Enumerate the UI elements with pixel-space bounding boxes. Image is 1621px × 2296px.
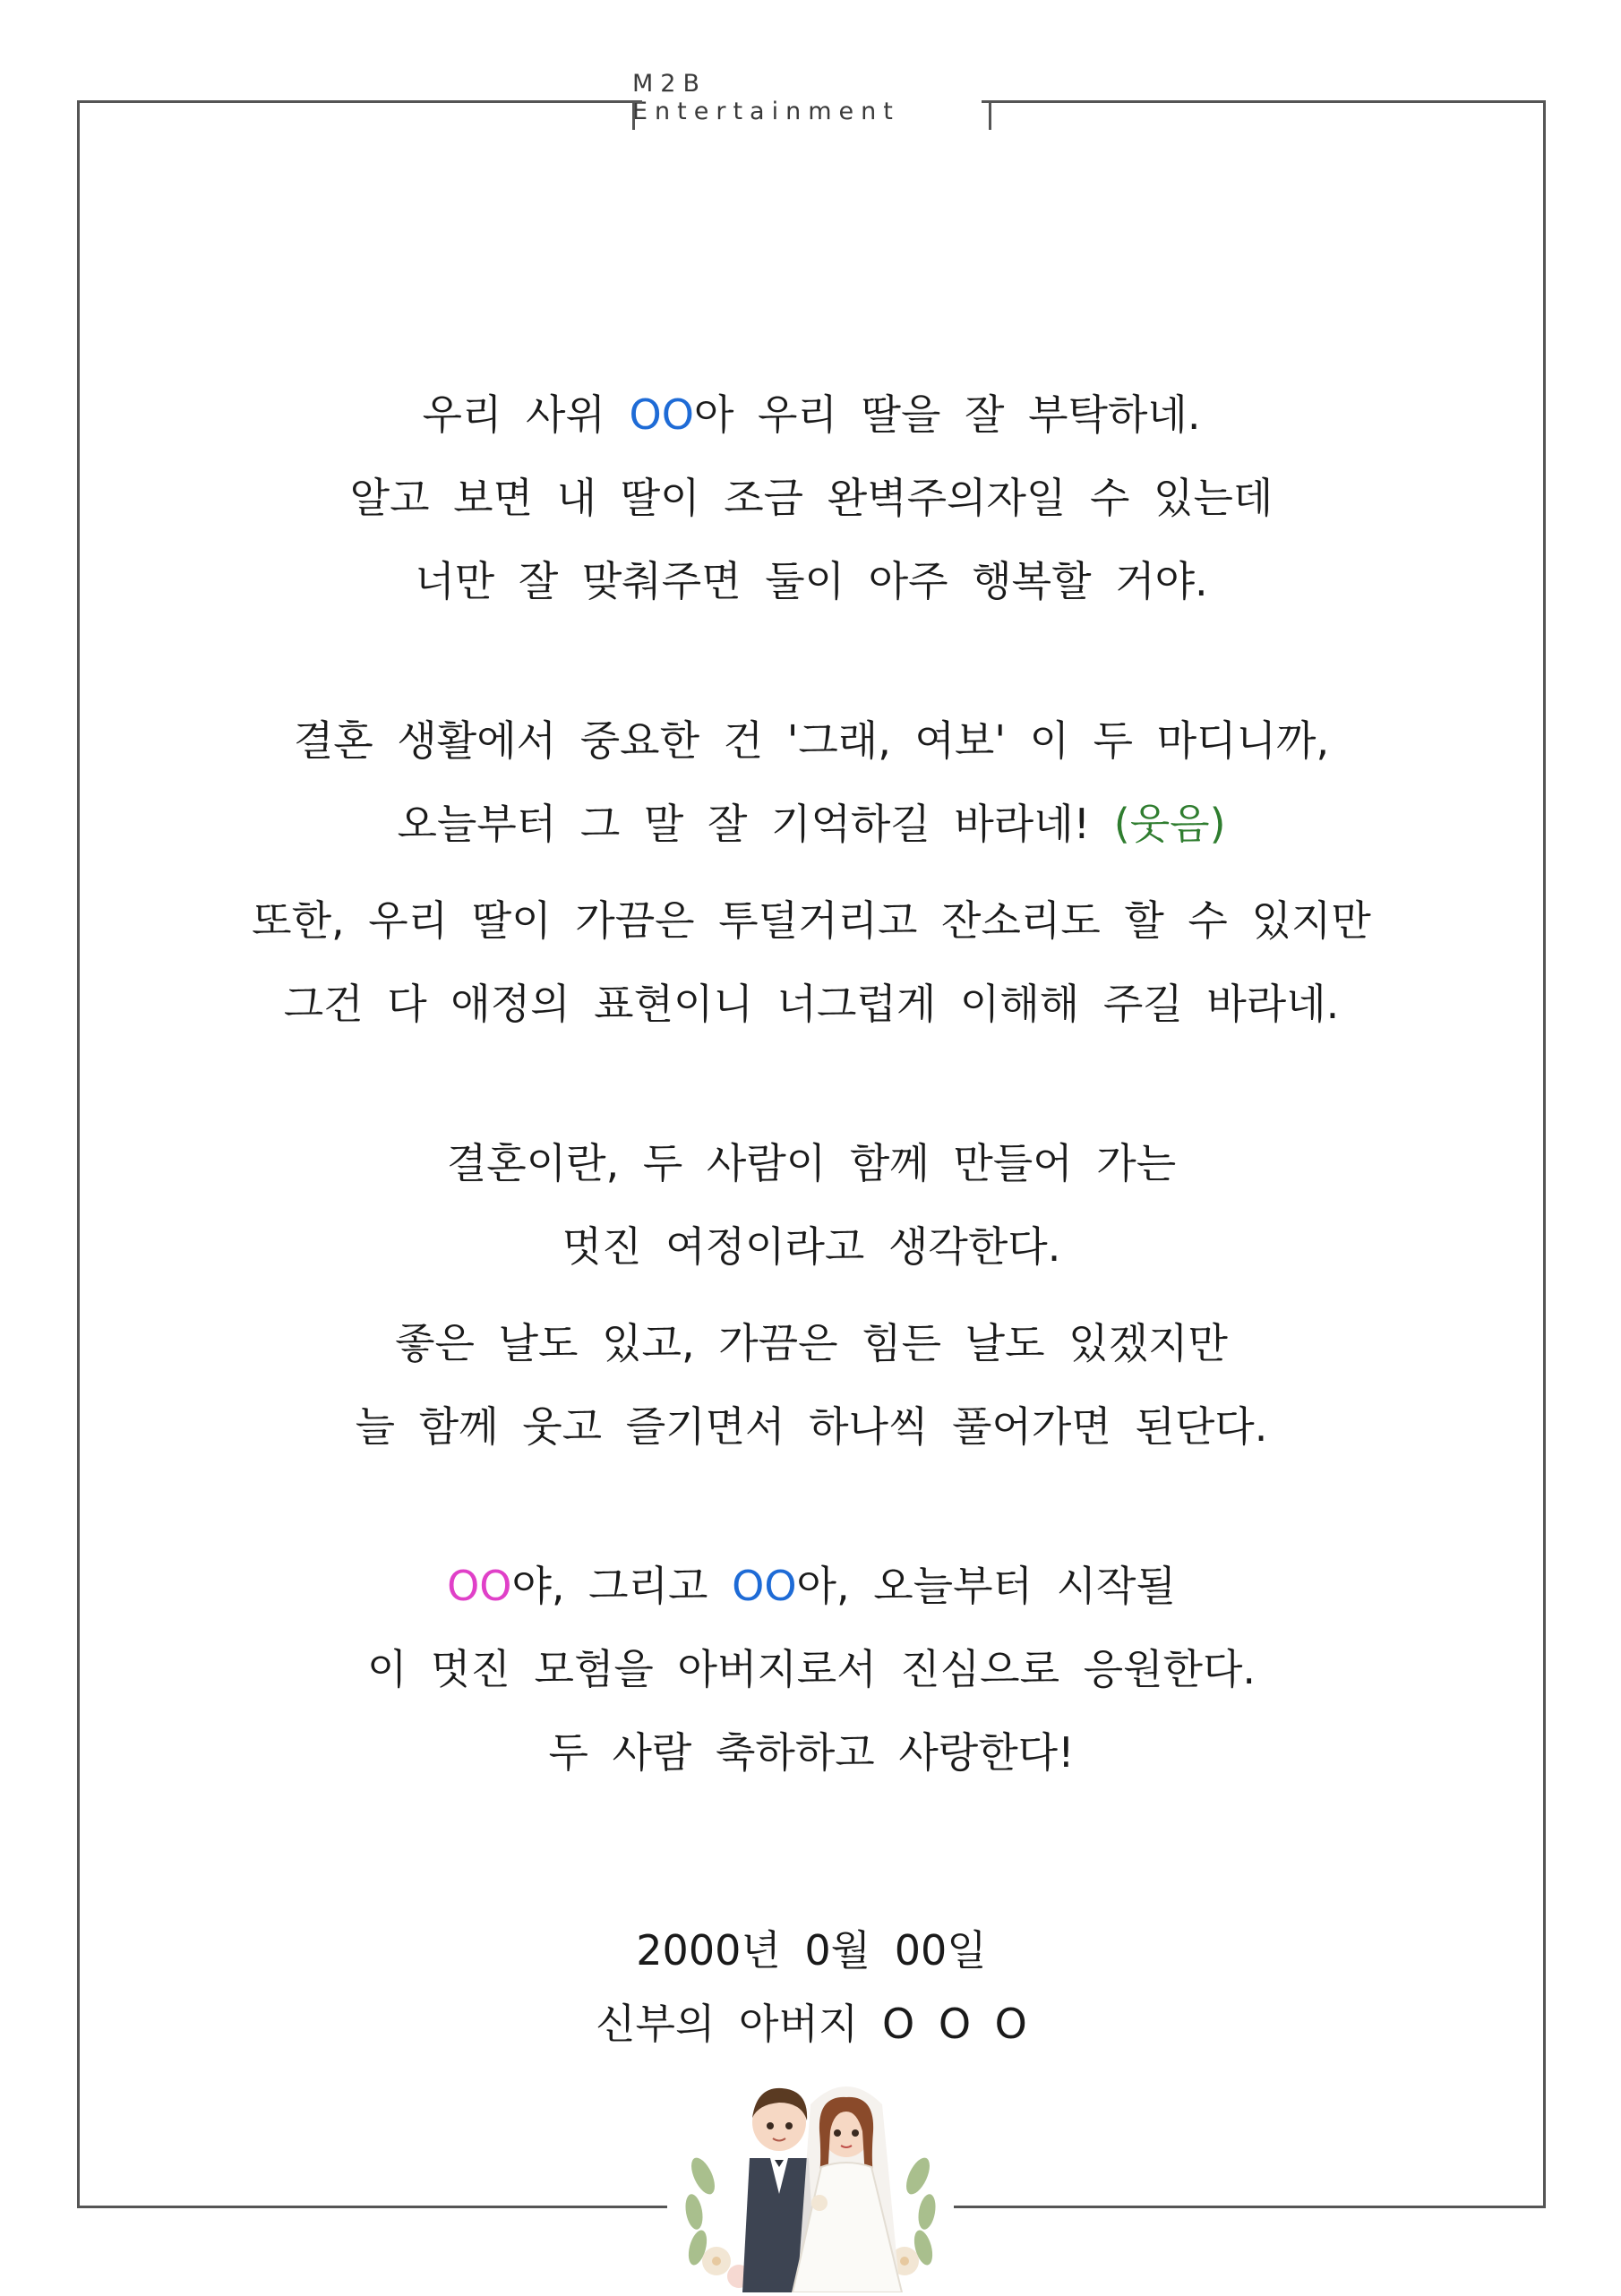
brand-label xyxy=(632,70,989,127)
letter-line: 이 멋진 모험을 아버지로서 진심으로 응원한다. xyxy=(366,1645,1256,1693)
letter-line: 오늘부터 그 말 잘 기억하길 바라네! (웃음) xyxy=(397,800,1226,848)
bride-name: OO xyxy=(447,1562,512,1610)
letter-line: 멋진 여정이라고 생각한다. xyxy=(562,1222,1061,1271)
groom-name: OO xyxy=(629,390,694,439)
letter-line: 늘 함께 웃고 즐기면서 하나씩 풀어가면 된단다. xyxy=(355,1402,1268,1451)
letter-line: 결혼이란, 두 사람이 함께 만들어 가는 xyxy=(446,1139,1177,1187)
laugh-note: (웃음) xyxy=(1113,800,1226,848)
letter-line: 또한, 우리 딸이 가끔은 투덜거리고 잔소리도 할 수 있지만 xyxy=(252,896,1371,945)
letter-line: 우리 사위 OO아 우리 딸을 잘 부탁하네. xyxy=(422,390,1201,439)
brand-bracket-left xyxy=(632,100,642,130)
letter-line: 좋은 날도 있고, 가끔은 힘든 날도 있겠지만 xyxy=(395,1319,1228,1367)
letter-body xyxy=(77,390,1546,1815)
wedding-couple-illustration xyxy=(667,2069,954,2292)
letter-line: 너만 잘 맞춰주면 둘이 아주 행복할 거야. xyxy=(415,557,1208,605)
letter-line: 그건 다 애정의 표현이니 너그럽게 이해해 주길 바라네. xyxy=(283,980,1340,1028)
letter-date: 2000년 0월 00일 xyxy=(636,1926,987,1975)
brand-bracket-right xyxy=(982,100,991,130)
letter-signature: 신부의 아버지 O O O xyxy=(596,2000,1027,2048)
letter-line: 결혼 생활에서 중요한 건 '그래, 여보' 이 두 마디니까, xyxy=(293,716,1330,765)
letter-line: 두 사람 축하하고 사랑한다! xyxy=(548,1728,1075,1777)
wedding-couple-icon xyxy=(667,2069,954,2292)
groom-name: OO xyxy=(732,1562,797,1610)
brand-text: M2B Entertainment xyxy=(632,70,900,125)
letter-line: 알고 보면 내 딸이 조금 완벽주의자일 수 있는데 xyxy=(349,474,1274,522)
letter-closing xyxy=(77,1918,1546,2065)
letter-line: OO야, 그리고 OO아, 오늘부터 시작될 xyxy=(447,1562,1176,1610)
